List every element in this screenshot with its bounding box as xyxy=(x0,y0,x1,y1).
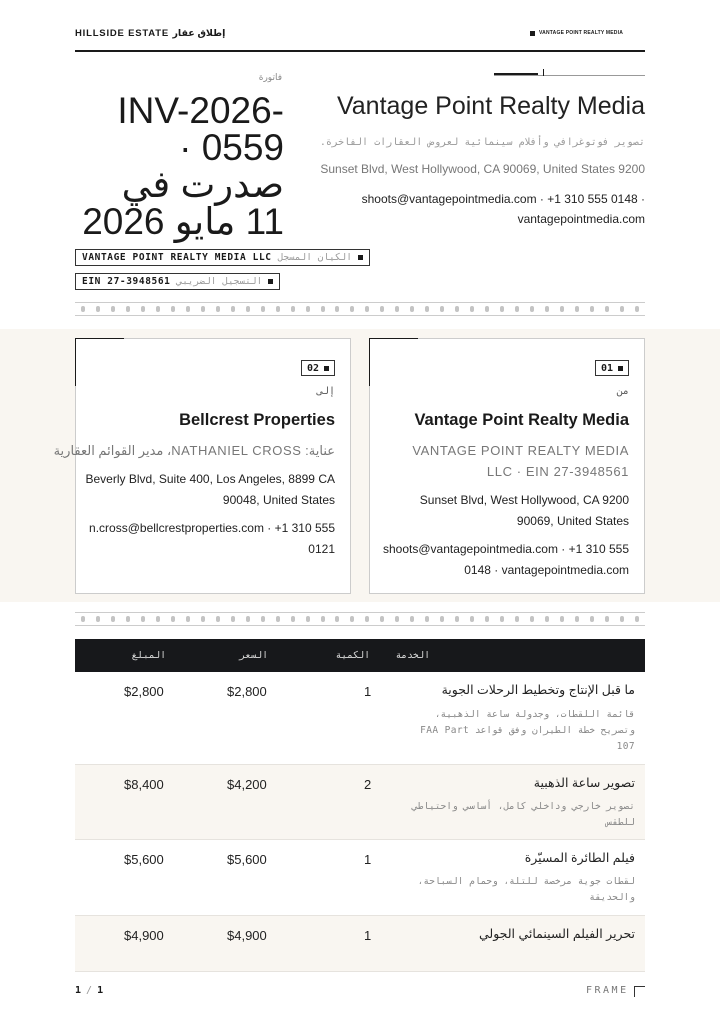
card-role: إلى xyxy=(316,386,335,397)
perforation-dot xyxy=(81,306,85,312)
perforation-dot xyxy=(111,616,115,622)
table-row xyxy=(75,765,645,840)
card-corner xyxy=(75,338,76,386)
header-rule-accent xyxy=(494,73,538,75)
page-total: 1 xyxy=(97,985,106,996)
perforation-dot xyxy=(365,616,369,622)
frame-label: FRAME xyxy=(586,985,629,996)
perforation-dot xyxy=(515,616,519,622)
card-corner xyxy=(369,338,418,339)
line-price: $4,900 xyxy=(227,928,267,943)
perforation-dot xyxy=(321,616,325,622)
entity-tag xyxy=(75,249,370,266)
perforation-dot xyxy=(246,616,250,622)
company-tagline: تصوير فوتوغرافي وأفلام سينمائية لعروض العقارات الفاخرة. xyxy=(319,137,645,148)
card-number: 01 xyxy=(600,362,613,374)
card-role: من xyxy=(616,386,629,397)
vendor-address: Sunset Blvd, West Hollywood, CA 9200 90069, United States xyxy=(419,493,629,528)
perforation-dot xyxy=(126,306,130,312)
perforation-dot xyxy=(395,616,399,622)
service-name: ما قبل الإنتاج وتخطيط الرحلات الجوية xyxy=(441,683,635,697)
perforation-dot xyxy=(291,306,295,312)
client-name: Bellcrest Properties xyxy=(179,411,335,429)
frame-corner-icon xyxy=(634,986,645,997)
square-icon xyxy=(358,255,363,260)
vendor-contact: shoots@vantagepointmedia.com · +1 310 555 0148 · vantagepointmedia.com xyxy=(382,542,629,577)
company-name: Vantage Point Realty Media xyxy=(336,92,645,120)
line-qty: 1 xyxy=(364,852,372,867)
perforation-dot xyxy=(545,616,549,622)
table-row xyxy=(75,672,645,765)
client-contact: n.cross@bellcrestproperties.com · +1 310 555 0121 xyxy=(89,521,335,556)
top-right-label xyxy=(530,30,623,36)
line-qty: 1 xyxy=(364,684,372,699)
entity-value: VANTAGE POINT REALTY MEDIA LLC xyxy=(82,252,272,263)
square-icon xyxy=(324,366,329,371)
bill-to-card xyxy=(53,338,351,594)
perforation-dot xyxy=(485,616,489,622)
company-address: Sunset Blvd, West Hollywood, CA 90069, United States 9200 xyxy=(320,162,645,176)
service-description: تصوير خارجي وداخلي كامل، أساسي واحتياطي للطقس xyxy=(411,801,635,828)
line-amount: $4,900 xyxy=(124,928,164,943)
top-bar xyxy=(75,26,645,52)
tax-value: EIN 27-3948561 xyxy=(82,276,171,287)
perforation-dot xyxy=(500,616,504,622)
perforation-dot xyxy=(395,306,399,312)
perforation-dot xyxy=(530,306,534,312)
line-price: $5,600 xyxy=(227,852,267,867)
col-price: السعر xyxy=(239,650,268,661)
perforation-dot xyxy=(216,306,220,312)
perforation-dot xyxy=(216,616,220,622)
line-amount: $2,800 xyxy=(124,684,164,699)
col-qty: الكمية xyxy=(335,650,370,661)
square-icon xyxy=(530,31,535,36)
service-description: قائمة اللقطات، وجدولة ساعة الذهبية، وتصريح خطة الطيران وفق قواعد FAA Part 107 xyxy=(420,709,635,752)
perforation-dot xyxy=(350,616,354,622)
from-card xyxy=(369,338,645,594)
perforation-dot xyxy=(545,306,549,312)
card-number: 02 xyxy=(306,362,319,374)
vendor-name: Vantage Point Realty Media xyxy=(414,411,629,429)
service-name: تصوير ساعة الذهبية xyxy=(533,776,635,790)
perforation-dot xyxy=(485,306,489,312)
perforation-dot xyxy=(575,616,579,622)
perforation-dot xyxy=(276,306,280,312)
perforation-dot xyxy=(425,616,429,622)
perforation-dot xyxy=(306,306,310,312)
perforation-divider xyxy=(75,302,645,316)
perforation-dot xyxy=(141,306,145,312)
square-icon xyxy=(268,279,273,284)
perforation-dot xyxy=(291,616,295,622)
line-amount: $8,400 xyxy=(124,777,164,792)
perforation-dot xyxy=(126,616,130,622)
perforation-dot xyxy=(575,306,579,312)
col-amount: المبلغ xyxy=(131,650,166,661)
perforation-dot xyxy=(440,306,444,312)
perforation-dot xyxy=(276,616,280,622)
perforation-dot xyxy=(186,306,190,312)
perforation-dot xyxy=(231,306,235,312)
perforation-dot xyxy=(425,306,429,312)
perforation-dot xyxy=(156,616,160,622)
line-amount: $5,600 xyxy=(124,852,164,867)
perforation-dot xyxy=(455,306,459,312)
line-qty: 1 xyxy=(364,928,372,943)
perforation-dot xyxy=(530,616,534,622)
perforation-dot xyxy=(635,616,639,622)
card-corner xyxy=(369,338,370,386)
perforation-dot xyxy=(350,306,354,312)
company-contact: shoots@vantagepointmedia.com · +1 310 555 0148 · vantagepointmedia.com xyxy=(361,192,645,226)
perforation-dot xyxy=(335,306,339,312)
perforation-dot xyxy=(171,306,175,312)
perforation-dot xyxy=(141,616,145,622)
client-address: Beverly Blvd, Suite 400, Los Angeles, 8899 CA 90048, United States xyxy=(85,472,335,507)
perforation-dot xyxy=(515,306,519,312)
col-service: الخدمة xyxy=(395,650,430,661)
perforation-dot xyxy=(500,306,504,312)
perforation-dot xyxy=(321,306,325,312)
perforation-dot xyxy=(605,306,609,312)
perforation-dot xyxy=(605,616,609,622)
perforation-dot xyxy=(365,306,369,312)
perforation-dot xyxy=(231,616,235,622)
vendor-legal: VANTAGE POINT REALTY MEDIA LLC · EIN 27-3948561 xyxy=(412,443,629,479)
line-price: $2,800 xyxy=(227,684,267,699)
header-rule-tick xyxy=(543,69,544,76)
service-name: فيلم الطائرة المسيّرة xyxy=(524,851,635,865)
perforation-dot xyxy=(620,616,624,622)
perforation-dot xyxy=(560,616,564,622)
header-rule xyxy=(494,75,645,76)
perforation-dot xyxy=(306,616,310,622)
perforation-dot xyxy=(440,616,444,622)
perforation-dot xyxy=(380,306,384,312)
card-number-tag xyxy=(301,360,335,376)
line-price: $4,200 xyxy=(227,777,267,792)
perforation-dot xyxy=(81,616,85,622)
table-row xyxy=(75,916,645,972)
perforation-dot xyxy=(201,616,205,622)
line-qty: 2 xyxy=(364,777,372,792)
perforation-dot xyxy=(246,306,250,312)
entity-label: الكيان المسجل xyxy=(277,252,352,263)
table-row xyxy=(75,840,645,916)
perforation-dot xyxy=(590,616,594,622)
perforation-dot xyxy=(620,306,624,312)
perforation-dot xyxy=(335,616,339,622)
service-description: لقطات جوية مرخصة للتلة، وحمام السباحة، والحديقة xyxy=(417,876,635,903)
tax-label: التسجيل الضريبي xyxy=(176,276,263,287)
perforation-dot xyxy=(96,616,100,622)
perforation-dot xyxy=(410,616,414,622)
perforation-dot xyxy=(156,306,160,312)
perforation-dot xyxy=(261,306,265,312)
perforation-dot xyxy=(470,616,474,622)
perforation-dot xyxy=(560,306,564,312)
tax-tag xyxy=(75,273,280,290)
perforation-dot xyxy=(380,616,384,622)
top-right-text: VANTAGE POINT REALTY MEDIA xyxy=(539,30,623,36)
invoice-title: INV-2026-0559 · صدرت في 11 مايو 2026 xyxy=(82,90,284,242)
client-attn: عناية: NATHANIEL CROSS، مدير القوائم العقارية xyxy=(53,443,335,458)
perforation-dot xyxy=(186,616,190,622)
perforation-dot xyxy=(96,306,100,312)
square-icon xyxy=(618,366,623,371)
page-indicator xyxy=(75,985,105,996)
perforation-dot xyxy=(590,306,594,312)
perforation-dot xyxy=(410,306,414,312)
service-name: تحرير الفيلم السينمائي الجولي xyxy=(478,927,635,941)
table-header xyxy=(75,639,645,672)
perforation-dot xyxy=(635,306,639,312)
perforation-divider xyxy=(75,612,645,626)
document-kind: فاتورة xyxy=(258,72,282,82)
perforation-dot xyxy=(201,306,205,312)
perforation-dot xyxy=(171,616,175,622)
perforation-dot xyxy=(261,616,265,622)
perforation-dot xyxy=(455,616,459,622)
card-corner xyxy=(75,338,124,339)
brand-label: HILLSIDE ESTATE إطلاق عقار xyxy=(75,28,226,39)
perforation-dot xyxy=(470,306,474,312)
card-number-tag xyxy=(595,360,629,376)
page-separator: / xyxy=(86,985,95,996)
page-current: 1 xyxy=(75,985,84,996)
perforation-dot xyxy=(111,306,115,312)
